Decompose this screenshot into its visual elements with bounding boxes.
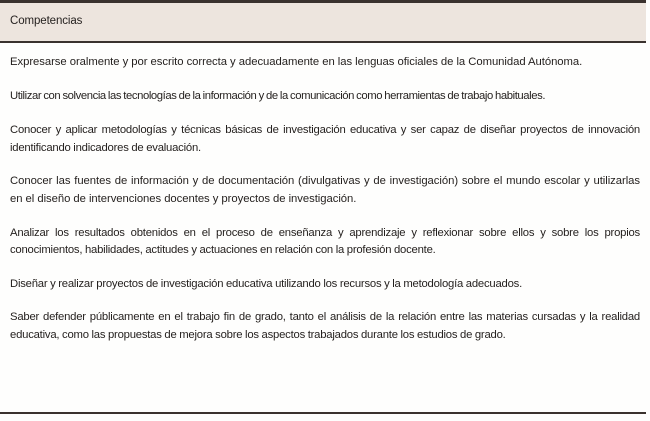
table-row: Conocer las fuentes de información y de documentación (divulgativas y de investigación) sobre el mundo escolar y utilizarlas en el diseño de intervenciones docentes y proyectos de investigación. [10,175,640,205]
table-header-band [0,3,646,41]
table-row: Utilizar con solvencia las tecnologías de la información y de la comunicación como herramientas de trabajo habituales. [10,89,546,102]
table-column-header-competencias: Competencias [10,15,83,27]
table-row: Conocer y aplicar metodologías y técnicas básicas de investigación educativa y ser capaz de diseñar proyectos de innovación identificando indicadores de evaluación. [10,124,640,154]
table-row: Diseñar y realizar proyectos de investigación educativa utilizando los recursos y la metodología adecuados. [10,277,523,290]
table-row: Analizar los resultados obtenidos en el proceso de enseñanza y aprendizaje y reflexionar sobre ellos y sobre los propios conocimientos, habilidades, actitudes y actuaciones en relación con la profesión docente. [10,226,640,257]
table-row: Expresarse oralmente y por escrito correcta y adecuadamente en las lenguas oficiales de la Comunidad Autónoma. [10,56,583,68]
table-body [0,43,646,412]
table-bottom-rule [0,412,646,414]
table-row: Saber defender públicamente en el trabajo fin de grado, tanto el análisis de la relación entre las materias cursadas y la realidad educativa, como las propuestas de mejora sobre los aspectos trabajados durante los estudios de grado. [10,311,640,341]
